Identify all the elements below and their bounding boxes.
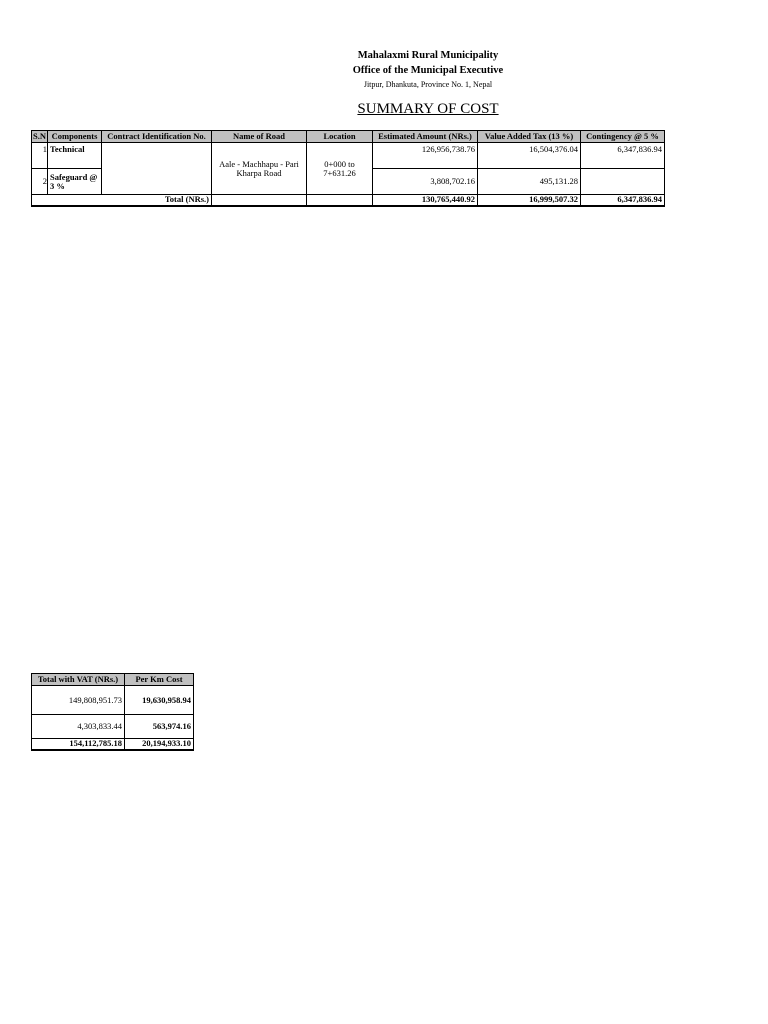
row-total-with-vat: 149,808,951.73 xyxy=(32,686,125,715)
row-contingency: 6,347,836.94 xyxy=(581,143,665,169)
col-header-estimated: Estimated Amount (NRs.) xyxy=(373,131,478,143)
total-with-vat: 154,112,785.18 xyxy=(32,739,125,750)
total-road-cell xyxy=(212,195,307,206)
vat-summary-table xyxy=(31,673,194,751)
table-row xyxy=(32,686,194,715)
row-estimated: 3,808,702.16 xyxy=(373,169,478,195)
cost-summary-table xyxy=(31,130,665,207)
table-header-row xyxy=(32,674,194,686)
row-sn: 2 xyxy=(32,169,48,195)
row-estimated: 126,956,738.76 xyxy=(373,143,478,169)
row-component: Technical xyxy=(48,143,102,169)
col-header-road: Name of Road xyxy=(212,131,307,143)
total-location-cell xyxy=(307,195,373,206)
total-row xyxy=(32,739,194,750)
table-header-row xyxy=(32,131,665,143)
table-row xyxy=(32,715,194,739)
col-header-contract-id: Contract Identification No. xyxy=(102,131,212,143)
office-address: Jitpur, Dhankuta, Province No. 1, Nepal xyxy=(363,80,493,89)
row-sn: 1 xyxy=(32,143,48,169)
office-name: Office of the Municipal Executive xyxy=(352,65,504,76)
total-vat: 16,999,507.32 xyxy=(478,195,581,206)
location-cell: 0+000 to 7+631.26 xyxy=(307,143,373,195)
row-vat: 495,131.28 xyxy=(478,169,581,195)
road-name-cell: Aale - Machhapu - Pari Kharpa Road xyxy=(212,143,307,195)
total-contingency: 6,347,836.94 xyxy=(581,195,665,206)
row-vat: 16,504,376.04 xyxy=(478,143,581,169)
table-row xyxy=(32,143,665,169)
municipality-name: Mahalaxmi Rural Municipality xyxy=(357,50,499,61)
col-header-per-km: Per Km Cost xyxy=(125,674,194,686)
col-header-total-with-vat: Total with VAT (NRs.) xyxy=(32,674,125,686)
col-header-contingency: Contingency @ 5 % xyxy=(581,131,665,143)
col-header-location: Location xyxy=(307,131,373,143)
row-per-km: 563,974.16 xyxy=(125,715,194,739)
row-contingency xyxy=(581,169,665,195)
total-row xyxy=(32,195,665,206)
col-header-sn: S.N xyxy=(33,131,46,142)
col-header-components: Components xyxy=(48,131,102,143)
row-per-km: 19,630,958.94 xyxy=(125,686,194,715)
total-label: Total (NRs.) xyxy=(32,195,212,206)
row-total-with-vat: 4,303,833.44 xyxy=(32,715,125,739)
total-estimated: 130,765,440.92 xyxy=(373,195,478,206)
row-component: Safeguard @ 3 % xyxy=(48,169,102,195)
page-title: SUMMARY OF COST xyxy=(357,101,499,117)
total-per-km: 20,194,933.10 xyxy=(125,739,194,750)
col-header-vat: Value Added Tax (13 %) xyxy=(478,131,581,143)
contract-id-cell xyxy=(102,143,212,195)
